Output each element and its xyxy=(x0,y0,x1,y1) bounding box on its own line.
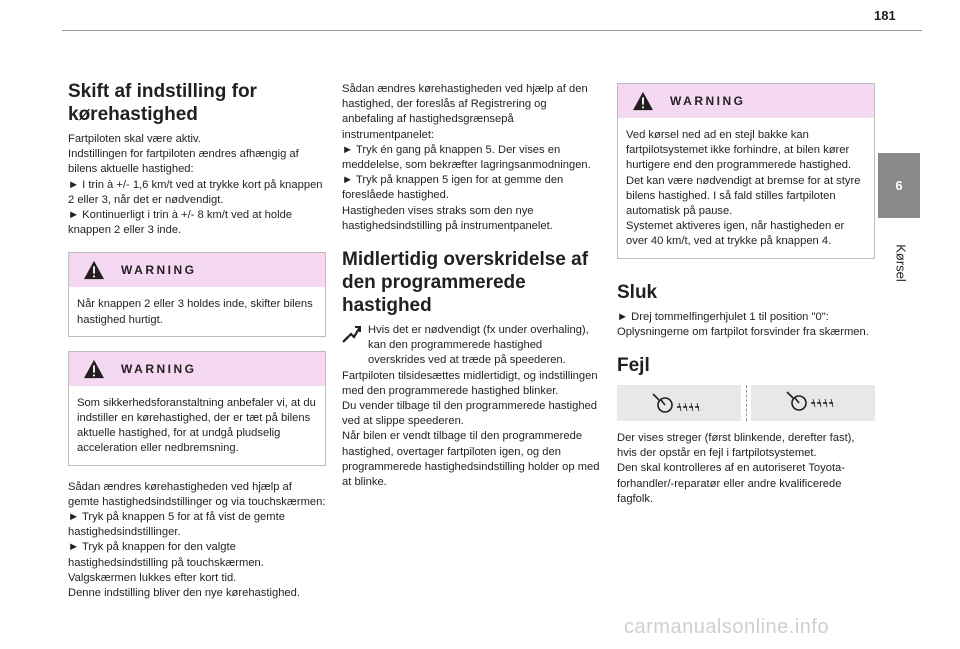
warning-triangle-icon xyxy=(83,359,105,379)
warning-box-safety xyxy=(68,351,326,466)
cruise-control-dashes-icon xyxy=(647,390,711,416)
fault-display-fixed xyxy=(751,385,875,421)
section-title-off: Sluk xyxy=(617,281,658,303)
warning-title: WARNING xyxy=(670,94,746,108)
warning-title: WARNING xyxy=(121,263,197,278)
warning-triangle-icon xyxy=(632,91,654,111)
section-title-change-speed: Skift af indstilling for kørehastighed xyxy=(68,81,257,125)
warning-box-downhill xyxy=(617,83,875,259)
column-right xyxy=(617,80,875,507)
warning-header xyxy=(69,352,325,386)
off-text: ► Drej tommelfingerhjulet 1 til position "0": Oplysningerne om fartpilot forsvinder fra skærmen. xyxy=(617,310,869,338)
warning-header xyxy=(618,84,874,118)
accelerator-pedal-icon xyxy=(342,323,362,343)
override-paragraph xyxy=(342,323,600,369)
speed-limit-instructions: Sådan ændres kørehastigheden ved hjælp af den hastighed, der foreslås af Registrering og anbefaling af hastighedsgrænsepå instrumentpanelet: ► Tryk én gang på knappen 5. Der vises en meddelelse, som bekræfter lagringsanmodningen. ► Tryk på knappen 5 igen for at gemme den foreslåede hastighed. Hastigheden vises straks som den nye hastighedsindstilling på instrumentpanelet. xyxy=(342,83,591,232)
fault-display-illustration xyxy=(617,385,875,421)
touchscreen-instructions: Sådan ændres kørehastigheden ved hjælp af gemte hastighedsindstillinger og via touchskærmen: ► Tryk på knappen 5 for at få vist de gemte hastighedsindstillinger. ► Tryk på knappen for den valgte hastighedsindstilling på touchskærmen. Valgskærmen lukkes efter kort tid. Denne indstilling bliver den nye kørehastighed. xyxy=(68,480,326,600)
section-title-fault: Fejl xyxy=(617,355,650,377)
warning-text: Når knappen 2 eller 3 holdes inde, skifter bilens hastighed hurtigt. xyxy=(77,298,313,326)
warning-title: WARNING xyxy=(121,361,197,376)
fault-text: Der vises streger (først blinkende, derefter fast), hvis der opstår en fejl i fartpilotsystemet. Den skal kontrolleres af en autoriseret Toyota-forhandler/-reparatør eller andre kvalificerede fagfolk. xyxy=(617,432,855,505)
page-number: 181 xyxy=(874,8,896,23)
section-title-temporary-override: Midlertidig overskridelse af den programmerede hastighed xyxy=(342,249,589,317)
change-speed-intro: Fartpiloten skal være aktiv. Indstillingen for fartpiloten ændres afhængig af bilens aktuelle hastighed: ► I trin à +/- 1,6 km/t ved at trykke kort på knappen 2 eller 3, når det er nødvendigt. ► Kontinuerligt i trin à +/- 8 km/t ved at holde knappen 2 eller 3 inde. xyxy=(68,133,323,237)
warning-text: Ved kørsel ned ad en stejl bakke kan fartpilotsystemet ikke forhindre, at bilen kører hurtigere end den programmerede hastighed. Det kan være nødvendigt at bremse for at styre bilens hastighed. I så fald stilles fartpiloten automatisk på pause. Systemet aktiveres igen, når hastigheden er over 40 km/t, ved at trykke på knappen 4. xyxy=(626,129,861,248)
header-rule xyxy=(62,30,922,31)
column-middle xyxy=(342,82,600,490)
fault-display-blinking xyxy=(617,385,741,421)
watermark: carmanualsonline.info xyxy=(624,616,830,638)
chapter-label xyxy=(886,228,916,298)
warning-text: Som sikkerhedsforanstaltning anbefaler vi, at du indstiller en kørehastighed, der er tæt på bilens aktuelle hastighed, for at undgå pludselig acceleration eller nedbremsning. xyxy=(77,396,316,455)
chapter-label-text: Kørsel xyxy=(893,244,909,282)
column-left xyxy=(68,80,326,601)
cruise-control-dashes-icon xyxy=(781,390,845,416)
override-body: Fartpiloten tilsidesættes midlertidigt, og indstillingen med den programmerede hastighed blinker. Du vender tilbage til den programmerede hastighed ved at slippe speederen. Når bilen er vendt tilbage til den programmerede hastighed, overtager fartpiloten igen, og den programmerede hastighedsindstilling holder op med at blinke. xyxy=(342,369,600,489)
fault-divider xyxy=(741,385,751,421)
warning-triangle-icon xyxy=(83,260,105,280)
chapter-tab[interactable]: 6 xyxy=(878,153,920,218)
warning-header xyxy=(69,253,325,287)
override-text: Hvis det er nødvendigt (fx under overhaling), kan den programmerede hastighed overskrides ved at træde på speederen. xyxy=(368,324,589,367)
warning-box-hold-button xyxy=(68,252,326,336)
